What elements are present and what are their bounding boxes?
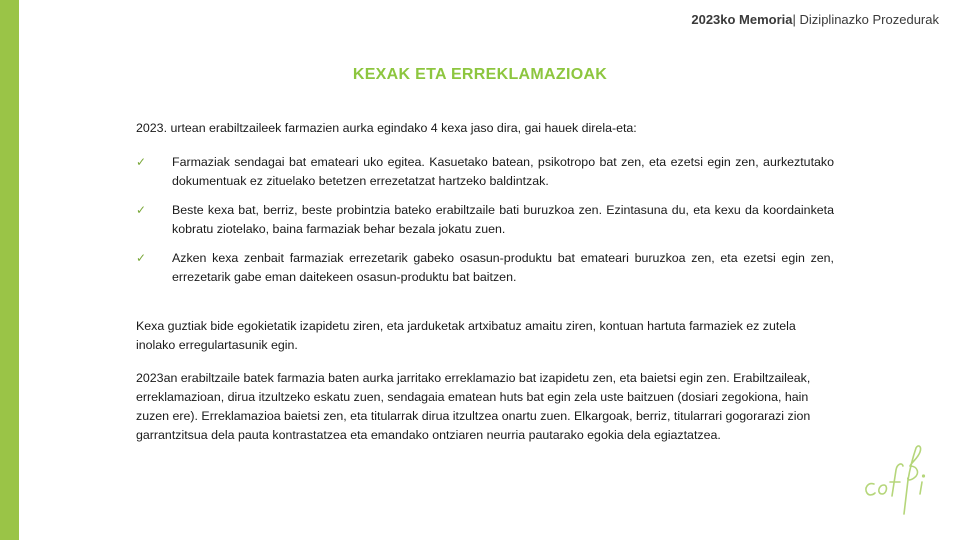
check-icon: ✓	[136, 155, 147, 169]
bullet-list	[136, 153, 834, 297]
list-item	[136, 153, 834, 191]
intro-text: 2023. urtean erabiltzaileek farmazien aurka egindako 4 kexa jaso dira, gai hauek direla-eta:	[136, 121, 637, 135]
header-separator: |	[792, 12, 796, 27]
list-item	[136, 201, 834, 239]
list-item	[136, 249, 834, 287]
paragraph-complaints-summary: Kexa guztiak bide egokietatik izapidetu ziren, eta jarduketak artxibatuz amaitu ziren, kontuan hartuta farmaziek ez zutela inolako erregulartasunik egin.	[136, 319, 796, 352]
page-header	[691, 12, 939, 27]
paragraph-claim: 2023an erabiltzaile batek farmazia baten aurka jarritako erreklamazio bat izapidetu zen, eta baietsi egin zen. Erabiltzaileak, erreklamazioan, dirua itzultzeko eskatu zuen, sendagaia ematean huts bat egin zela uste baitzuen (dosiari zegokiona, hain zuzen ere). Erreklamazioa baietsi zen, eta titularrak dirua itzultzea onartu zuen. Elkargoak, berriz, titularrari gogorarazi zion garrantzitsua dela pauta kontrastatzea eta emandako ontziaren neurria pautarako egokia dela egiaztatzea.	[136, 371, 811, 442]
slide-title: KEXAK ETA ERREKLAMAZIOAK	[352, 66, 608, 83]
check-icon: ✓	[136, 203, 147, 217]
header-title: 2023ko Memoria	[691, 12, 793, 27]
check-icon: ✓	[136, 251, 147, 265]
list-item-text: Farmaziak sendagai bat emateari uko egitea. Kasuetako batean, psikotropo bat zen, eta ezetsi egin zen, aurkeztutako dokumentuak ez zituelako betetzen errezetatzat hartzeko baldintzak.	[172, 155, 834, 188]
list-item-text: Beste kexa bat, berriz, beste probintzia bateko erabiltzaile bati buruzkoa zen. Ezintasuna du, eta kexu da koordainketa kobratu ziotelako, baina farmaziak behar bezala jokatu zuen.	[172, 203, 834, 236]
list-item-text: Azken kexa zenbait farmaziak errezetarik gabeko osasun-produktu bat emateari buruzkoa zen, eta ezetsi egin zen, errezetarik gabe eman daitekeen osasun-produktu bat baitzen.	[172, 251, 834, 284]
cofbi-logo	[862, 440, 934, 518]
header-subtitle: Diziplinazko Prozedurak	[795, 12, 939, 27]
